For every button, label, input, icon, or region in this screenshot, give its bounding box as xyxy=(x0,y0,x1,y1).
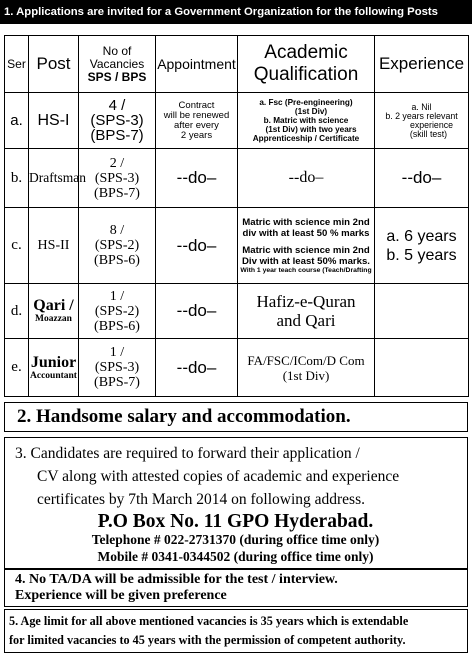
vac-count: 1 / xyxy=(109,345,125,360)
header-vacancies-line2: Vacancies xyxy=(89,56,145,71)
exp-line: a. Nil xyxy=(411,101,432,112)
row-experience xyxy=(375,93,469,149)
row-qualification xyxy=(238,339,375,397)
row-ser: d. xyxy=(5,284,29,339)
qual-line: Hafiz-e-Quran xyxy=(256,292,356,311)
row-post xyxy=(29,339,79,397)
row-vacancies xyxy=(79,284,156,339)
row-post: HS-II xyxy=(29,208,79,284)
qual-line: With 1 year teach course (Teach/Drafting xyxy=(240,266,372,274)
vac-sps: (SPS-3) xyxy=(90,112,144,129)
vac-count: 1 / xyxy=(109,288,125,304)
postal-address: P.O Box No. 11 GPO Hyderabad. xyxy=(97,511,374,532)
instruction-line: CV along with attested copies of academic and experience xyxy=(37,468,400,485)
qual-line: Div with at least 50% marks. xyxy=(242,255,370,267)
row-ser: b. xyxy=(5,149,29,208)
application-instructions xyxy=(4,437,468,569)
qual-line: and Qari xyxy=(276,311,336,330)
header-ser: Ser xyxy=(5,36,29,93)
header-qualification-line1: Academic xyxy=(264,42,348,63)
post-sub: Accountant xyxy=(30,370,77,381)
row-experience xyxy=(375,339,469,397)
posts-table xyxy=(4,35,469,397)
row-ser: e. xyxy=(5,339,29,397)
qual-line: a. Fsc (Pre-engineering) xyxy=(259,98,353,107)
notice-line: Experience will be given preference xyxy=(15,588,227,603)
row-qualification: --do– xyxy=(238,149,375,208)
exp-line: b. 5 years xyxy=(386,246,457,264)
exp-line: b. 2 years relevant xyxy=(385,110,458,121)
ta-da-notice xyxy=(4,569,468,607)
row-appointment: --do– xyxy=(156,284,238,339)
vac-count: 2 / xyxy=(109,155,125,171)
header-qualification-line2: Qualification xyxy=(253,64,359,85)
row-vacancies xyxy=(79,93,156,149)
row-post: Draftsman xyxy=(29,149,79,208)
qual-line: FA/FSC/ICom/D Com xyxy=(247,352,365,368)
post-main: Qari / xyxy=(33,297,74,314)
row-appointment: --do– xyxy=(156,208,238,284)
table-row xyxy=(5,284,469,339)
telephone-number: Telephone # 022-2731370 (during office time only) xyxy=(91,532,380,547)
row-qualification xyxy=(238,93,375,149)
header-vacancies-line1: No of xyxy=(102,43,132,58)
qual-line: (1st Div) xyxy=(282,367,330,383)
row-qualification xyxy=(238,284,375,339)
appointment-line: will be renewed xyxy=(163,109,230,121)
table-row xyxy=(5,339,469,397)
vac-sps: (SPS-2) xyxy=(94,238,140,253)
appointment-line: Contract xyxy=(178,99,215,111)
post-sub: Moazzan xyxy=(35,314,72,324)
salary-notice: 2. Handsome salary and accommodation. xyxy=(4,402,468,432)
qual-line: b. Matric with science xyxy=(263,116,349,125)
row-appointment: --do– xyxy=(156,339,238,397)
vac-bps: (BPS-6) xyxy=(94,318,140,334)
table-row xyxy=(5,93,469,149)
instruction-line: 3. Candidates are required to forward their application / xyxy=(15,445,360,462)
table-row xyxy=(5,208,469,284)
vac-sps: (SPS-3) xyxy=(94,170,140,186)
qual-line: div with at least 50 % marks xyxy=(242,227,370,239)
row-vacancies xyxy=(79,208,156,284)
age-limit-notice xyxy=(4,609,468,653)
exp-line: a. 6 years xyxy=(386,227,457,245)
row-appointment: --do– xyxy=(156,149,238,208)
vac-bps: (BPS-7) xyxy=(94,375,140,390)
table-row xyxy=(5,149,469,208)
vac-sps: (SPS-3) xyxy=(94,360,140,375)
header-post: Post xyxy=(29,36,79,93)
instruction-line: certificates by 7th March 2014 on following address. xyxy=(37,491,365,508)
notice-line: for limited vacancies to 45 years with the permission of competent authority. xyxy=(9,633,406,647)
appointment-line: 2 years xyxy=(180,129,213,141)
row-post xyxy=(29,284,79,339)
row-qualification xyxy=(238,208,375,284)
header-vacancies-line3: SPS / BPS xyxy=(87,69,147,84)
exp-line: (skill test) xyxy=(409,128,448,139)
qual-line: (1st Div) xyxy=(294,107,328,116)
vac-bps: (BPS-6) xyxy=(94,253,140,268)
post-main: Junior xyxy=(30,353,77,371)
vac-bps: (BPS-7) xyxy=(94,185,140,201)
vac-bps: (BPS-7) xyxy=(90,127,144,144)
table-header-row xyxy=(5,36,469,93)
row-ser: c. xyxy=(5,208,29,284)
qual-line: Matric with science min 2nd xyxy=(242,244,370,256)
header-qualification xyxy=(238,36,375,93)
vac-sps: (SPS-2) xyxy=(94,303,140,319)
header-experience: Experience xyxy=(375,36,469,93)
row-experience xyxy=(375,208,469,284)
row-vacancies xyxy=(79,149,156,208)
row-post: HS-I xyxy=(29,93,79,149)
qual-line: Matric with science min 2nd xyxy=(242,216,370,228)
banner-heading: 1. Applications are invited for a Government Organization for the following Posts xyxy=(0,0,472,24)
vac-count: 8 / xyxy=(109,223,125,238)
header-appointment: Appointment xyxy=(156,36,238,93)
row-experience xyxy=(375,284,469,339)
notice-line: 5. Age limit for all above mentioned vacancies is 35 years which is extendable xyxy=(9,614,409,628)
qual-line: Apprenticeship / Certificate xyxy=(252,134,360,143)
appointment-line: after every xyxy=(174,119,219,131)
header-vacancies xyxy=(79,36,156,93)
vac-count: 4 / xyxy=(108,97,126,114)
row-vacancies xyxy=(79,339,156,397)
row-appointment xyxy=(156,93,238,149)
row-experience: --do– xyxy=(375,149,469,208)
row-ser: a. xyxy=(5,93,29,149)
qual-line: (1st Div) with two years xyxy=(265,125,357,134)
notice-line: 4. No TA/DA will be admissible for the test / interview. xyxy=(15,572,338,587)
exp-line: experience xyxy=(409,119,454,130)
mobile-number: Mobile # 0341-0344502 (during office time only) xyxy=(97,549,374,564)
